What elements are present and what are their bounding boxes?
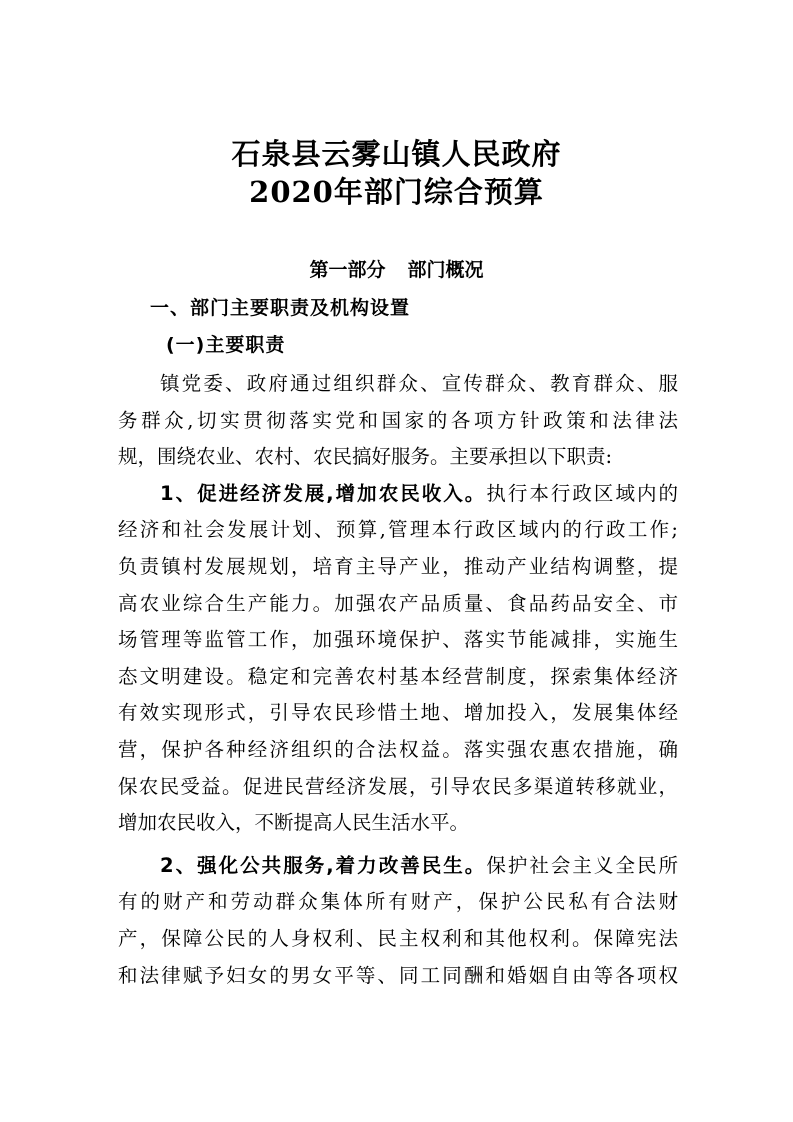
intro-line: 规，围绕农业、农村、农民搞好服务。主要承担以下职责: xyxy=(118,445,613,469)
item1-line: 场管理等监管工作，加强环境保护、落实节能减排，实施生 xyxy=(118,628,678,652)
item2-line: 和法律赋予妇女的男女平等、同工同酬和婚姻自由等各项权 xyxy=(118,963,678,987)
part-title xyxy=(0,257,793,283)
item1-lead: 1、促进经济发展,增加农民收入。 xyxy=(160,481,487,505)
part-title-number: 第一部分 xyxy=(309,259,386,281)
item1-line: 营，保护各种经济组织的合法权益。落实强农惠农措施，确 xyxy=(118,737,678,761)
item2-line: 有的财产和劳动群众集体所有财产，保护公民私有合法财 xyxy=(118,890,678,914)
section-heading-1: 一、部门主要职责及机构设置 xyxy=(150,297,411,319)
item2-first-line xyxy=(118,848,678,885)
item1-line: 执行本行政区域内的 xyxy=(486,481,678,505)
item1-line: 有效实现形式，引导农民珍惜土地、增加投入，发展集体经 xyxy=(118,701,678,725)
item2-line: 产，保障公民的人身权利、民主权利和其他权利。保障宪法 xyxy=(118,926,678,950)
item1-line: 增加农民收入，不断提高人民生活水平。 xyxy=(118,811,470,835)
document-title-line-1: 石泉县云雾山镇人民政府 xyxy=(231,137,562,171)
section-heading-1-1: (一)主要职责 xyxy=(166,334,286,356)
item2-lead: 2、强化公共服务,着力改善民生。 xyxy=(160,853,487,877)
intro-line: 镇党委、政府通过组织群众、宣传群众、教育群众、服 xyxy=(160,372,678,395)
item2-line: 保护社会主义全民所 xyxy=(486,853,678,877)
part-title-name: 部门概况 xyxy=(407,259,484,281)
item1-first-line xyxy=(118,476,678,513)
item1-line: 高农业综合生产能力。加强农产品质量、食品药品安全、市 xyxy=(118,591,678,615)
item1-line: 态文明建设。稳定和完善农村基本经营制度，探索集体经济 xyxy=(118,664,678,688)
item1-line: 负责镇村发展规划，培育主导产业，推动产业结构调整，提 xyxy=(118,554,678,578)
intro-line: 务群众,切实贯彻落实党和国家的各项方针政策和法律法 xyxy=(118,408,678,432)
item1-line: 保农民受益。促进民营经济发展，引导农民多渠道转移就业， xyxy=(118,774,678,798)
body-text xyxy=(118,366,678,994)
item1-line: 经济和社会发展计划、预算,管理本行政区域内的行政工作; xyxy=(118,518,678,542)
document-title-line-2: 2020年部门综合预算 xyxy=(249,175,544,209)
